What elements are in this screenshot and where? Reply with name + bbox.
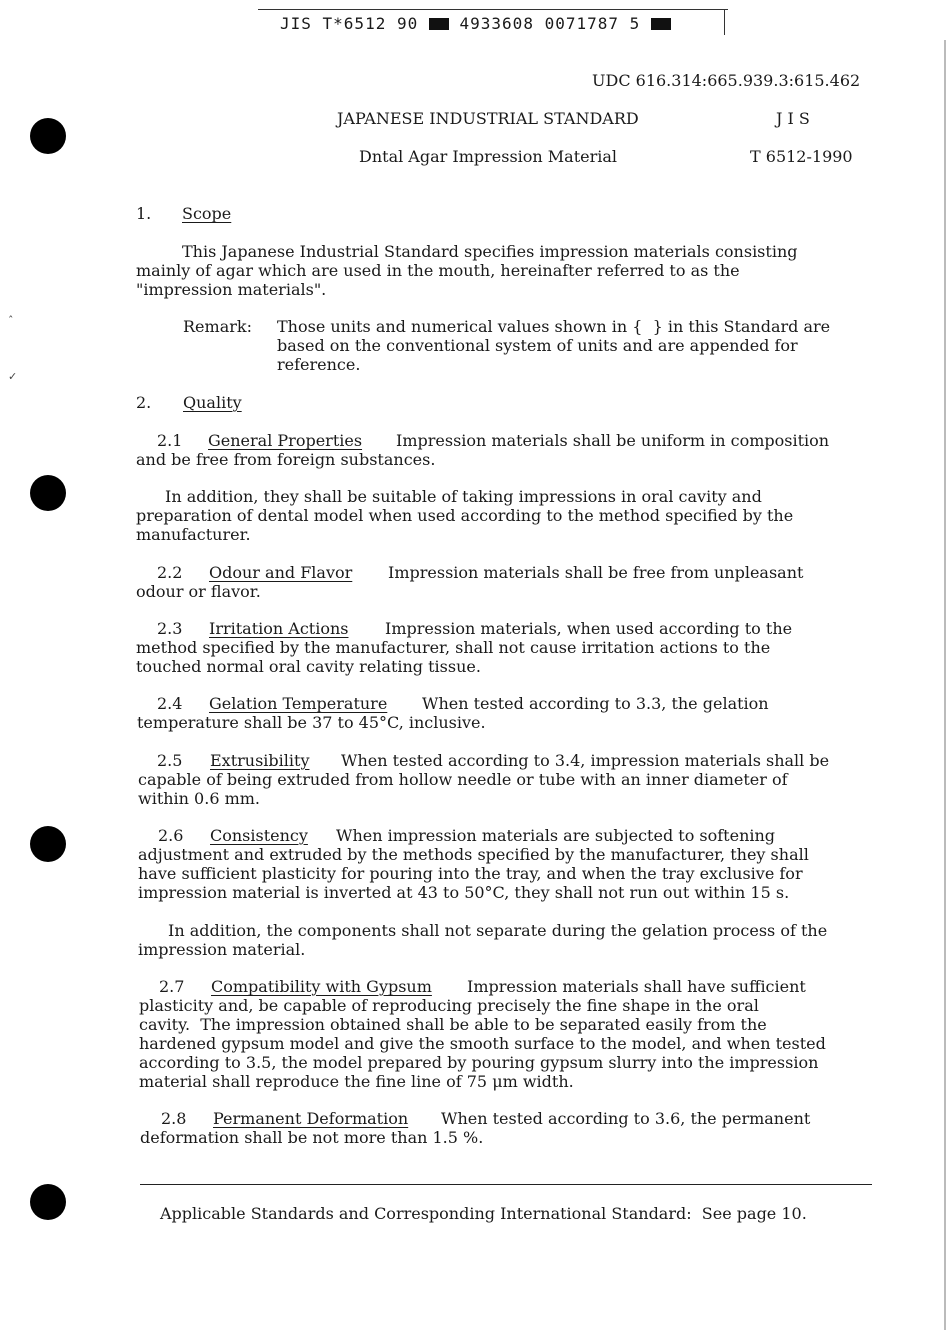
clause-line: capable of being extruded from hollow needle or tube with an inner diameter of: [138, 770, 788, 789]
clause-title: Odour and Flavor: [209, 563, 353, 582]
clause-line: preparation of dental model when used according to the method specified by the: [136, 506, 794, 525]
clause-lead: When tested according to 3.3, the gelation: [422, 694, 769, 713]
clause-line: deformation shall be not more than 1.5 %.: [140, 1128, 484, 1147]
punch-hole: [30, 118, 66, 154]
clause-title: Irritation Actions: [209, 619, 349, 638]
clause-line: method specified by the manufacturer, shall not cause irritation actions to the: [136, 638, 771, 657]
clause-title: Extrusibility: [210, 751, 310, 770]
scope-line: mainly of agar which are used in the mouth, hereinafter referred to as the: [136, 261, 740, 280]
clause-line: within 0.6 mm.: [138, 789, 261, 808]
standard-number: T 6512-1990: [750, 147, 853, 166]
clause-line: and be free from foreign substances.: [136, 450, 436, 469]
clause-line: temperature shall be 37 to 45°C, inclusive.: [137, 713, 486, 732]
clause-lead: When tested according to 3.4, impression materials shall be: [341, 751, 830, 770]
footer-rule: [140, 1184, 872, 1185]
clause-line: manufacturer.: [136, 525, 251, 544]
clause-line: plasticity and, be capable of reproducing precisely the fine shape in the oral: [139, 996, 759, 1015]
clause-line: cavity. The impression obtained shall be able to be separated easily from the: [139, 1015, 767, 1034]
clause-line: In addition, the components shall not separate during the gelation process of the: [168, 921, 828, 940]
redaction-block: [651, 18, 671, 30]
clause-number: 2.3: [157, 619, 183, 638]
clause-number: 2.4: [157, 694, 183, 713]
section-title-quality: Quality: [183, 393, 242, 412]
header-code-left: JIS T*6512 90: [280, 14, 419, 33]
clause-line: adjustment and extruded by the methods specified by the manufacturer, they shall: [138, 845, 809, 864]
punch-hole: [30, 475, 66, 511]
clause-number: 2.7: [159, 977, 185, 996]
clause-lead: When tested according to 3.6, the permanent: [441, 1109, 811, 1128]
clause-lead: Impression materials, when used according to the: [385, 619, 793, 638]
clause-line: In addition, they shall be suitable of taking impressions in oral cavity and: [165, 487, 762, 506]
margin-mark: ˆ: [8, 314, 14, 327]
remark-line: based on the conventional system of units and are appended for: [277, 336, 798, 355]
clause-number: 2.2: [157, 563, 183, 582]
remark-line: reference.: [277, 355, 361, 374]
clause-title: Compatibility with Gypsum: [211, 977, 432, 996]
scope-line: This Japanese Industrial Standard specifies impression materials consisting: [182, 242, 798, 261]
top-rule-edge: [724, 9, 725, 35]
margin-mark: ✓: [8, 370, 18, 383]
redaction-block: [429, 18, 449, 30]
clause-number: 2.1: [157, 431, 183, 450]
punch-hole: [30, 826, 66, 862]
top-rule: [258, 9, 728, 10]
header-code: [280, 14, 671, 33]
section-number: 1.: [136, 204, 152, 223]
jis-label: J I S: [776, 109, 810, 128]
remark-line: Those units and numerical values shown in { } in this Standard are: [277, 317, 831, 336]
clause-number: 2.8: [161, 1109, 187, 1128]
clause-line: have sufficient plasticity for pouring into the tray, and when the tray exclusive for: [138, 864, 803, 883]
clause-line: impression material.: [138, 940, 306, 959]
clause-line: according to 3.5, the model prepared by pouring gypsum slurry into the impression: [139, 1053, 819, 1072]
clause-number: 2.5: [157, 751, 183, 770]
section-title-scope: Scope: [182, 204, 232, 223]
clause-lead: Impression materials shall be uniform in composition: [396, 431, 830, 450]
clause-lead: Impression materials shall have sufficient: [467, 977, 806, 996]
clause-title: Consistency: [210, 826, 308, 845]
clause-line: material shall reproduce the fine line of 75 μm width.: [139, 1072, 574, 1091]
doc-title: Dntal Agar Impression Material: [359, 147, 618, 166]
clause-title: Permanent Deformation: [213, 1109, 409, 1128]
scope-line: "impression materials".: [136, 280, 327, 299]
remark-label: Remark:: [183, 317, 252, 336]
clause-line: odour or flavor.: [136, 582, 261, 601]
header-code-right: 4933608 0071787 5: [459, 14, 641, 33]
clause-number: 2.6: [158, 826, 184, 845]
section-number: 2.: [136, 393, 152, 412]
punch-hole: [30, 1184, 66, 1220]
clause-title: General Properties: [208, 431, 363, 450]
clause-line: hardened gypsum model and give the smooth surface to the model, and when tested: [139, 1034, 826, 1053]
clause-title: Gelation Temperature: [209, 694, 388, 713]
scan-edge: [944, 40, 946, 1330]
clause-lead: When impression materials are subjected to softening: [336, 826, 776, 845]
footer-note: Applicable Standards and Corresponding International Standard: See page 10.: [160, 1204, 807, 1223]
udc-number: UDC 616.314:665.939.3:615.462: [592, 71, 861, 90]
clause-lead: Impression materials shall be free from unpleasant: [388, 563, 804, 582]
clause-line: impression material is inverted at 43 to 50°C, they shall not run out within 15 s.: [138, 883, 790, 902]
clause-line: touched normal oral cavity relating tissue.: [136, 657, 481, 676]
doc-type: JAPANESE INDUSTRIAL STANDARD: [337, 109, 639, 128]
